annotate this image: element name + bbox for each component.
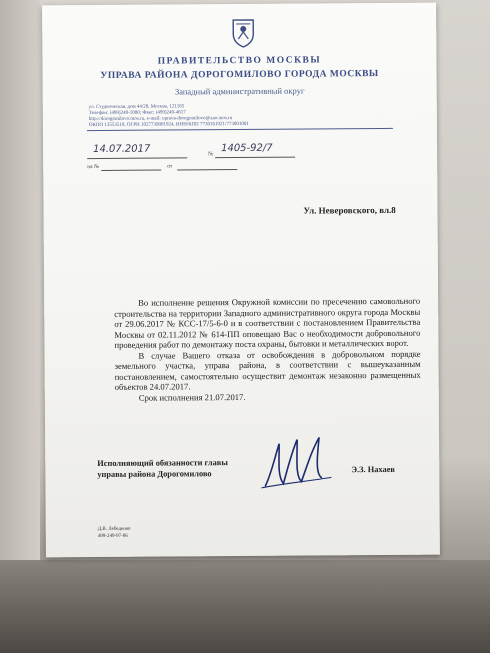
registration-number: 1405-92/7 xyxy=(221,142,273,155)
moscow-coat-of-arms-icon xyxy=(230,18,256,48)
contact-address: ул. Студенческая, дом 44/28, Москва, 121165 xyxy=(88,104,185,111)
registration-number-label: № xyxy=(208,151,214,158)
body-paragraph-2: В случае Вашего отказа от освобождения в добровольном порядке земельного участка, управа района, в соответствии с вышеуказанным постановлением, самостоятельно осуществит демонтаж незаконно размещенных объектов 24.07.2017. xyxy=(114,348,421,392)
number-underline xyxy=(215,157,295,159)
reference-from: от xyxy=(167,163,173,170)
addressee: Ул. Неверовского, вл.8 xyxy=(303,204,396,216)
letterhead-district: Западный административный округ xyxy=(174,85,305,97)
signer-title xyxy=(97,457,228,480)
registration-date: 14.07.2017 xyxy=(93,143,151,156)
reference-prefix: на № xyxy=(87,163,100,171)
signer-title-line-1: Исполняющий обязанности главы xyxy=(97,458,228,469)
contact-web: http://dorogomilovo.mos.ru, e-mail: uprava-dorogomilovo@zao.mos.ru xyxy=(88,116,233,123)
executor-name: Д.В. Лебеденко xyxy=(97,526,131,533)
date-underline xyxy=(87,157,187,159)
letterhead-government: ПРАВИТЕЛЬСТВО МОСКВЫ xyxy=(157,55,322,67)
handwritten-signature-icon xyxy=(257,433,337,494)
background-floor xyxy=(0,560,490,653)
body-paragraph-1: Во исполнение решения Окружной комиссии по пресечению самовольного строительства на территории Западного административного округа города Москвы от 29.06.2017 № КСС-17/5-6-0 и в соответствии с постановлением Правительства Москвы от 02.11.2012 № 614-ПП оповещаю Вас о необходимости добровольного проведения работ по демонтажу поста охраны, бытовки и металлических ворот. xyxy=(114,295,421,350)
executor-phone: 499-249-97-86 xyxy=(97,533,128,540)
background-wall xyxy=(0,0,40,653)
letter-body xyxy=(114,296,421,403)
letterhead-uprava: УПРАВА РАЙОНА ДОРОГОМИЛОВО ГОРОДА МОСКВЫ xyxy=(100,69,379,81)
signer-title-line-2: управы района Дорогомилово xyxy=(97,469,212,480)
contact-codes: ОКПО 13553519, ОГРН 1027739001924, ИНН/КПП 7730161021/773001001 xyxy=(88,121,249,129)
executor-block xyxy=(98,526,131,540)
signer-name: Э.З. Нахаев xyxy=(351,464,395,475)
reference-number-line xyxy=(101,170,161,171)
contact-phone: Телефон: (499)249-1000; Факс: (499)249-4617 xyxy=(88,110,186,117)
reference-date-line xyxy=(177,169,237,170)
body-paragraph-3: Срок исполнения 21.07.2017. xyxy=(138,391,246,403)
letter-document xyxy=(42,3,440,558)
